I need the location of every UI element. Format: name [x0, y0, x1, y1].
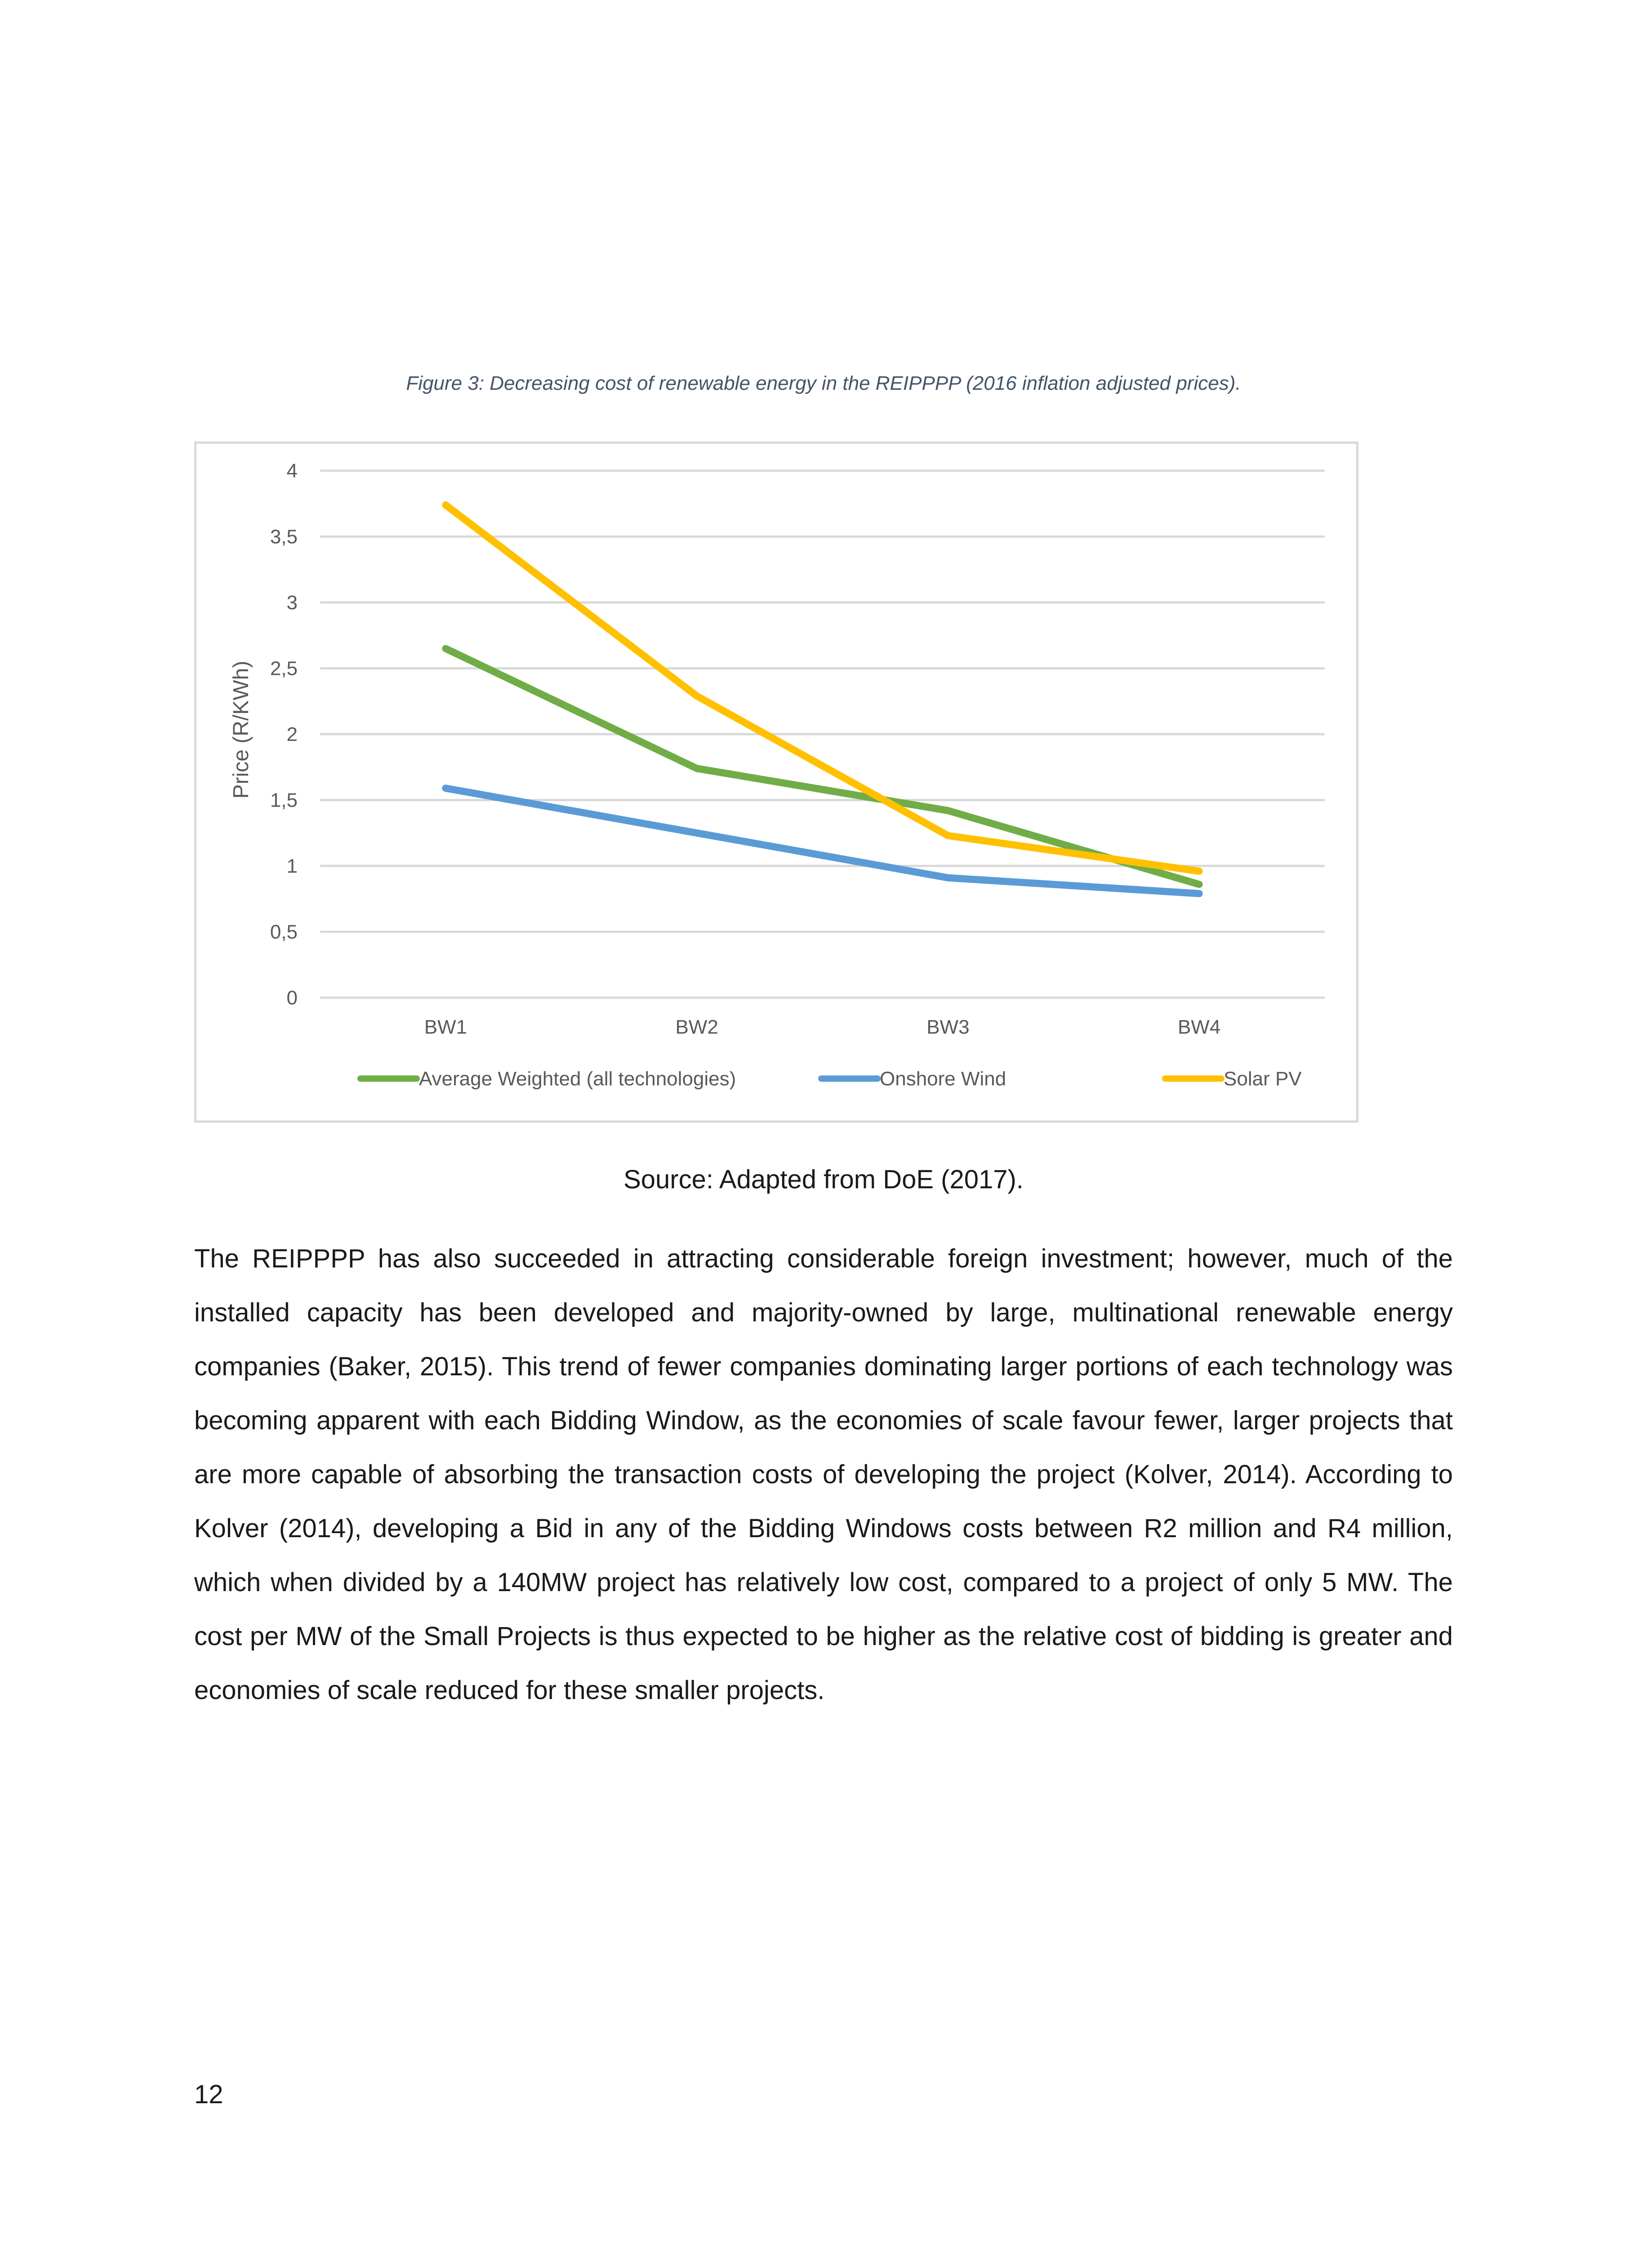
y-tick-label: 2,5 [270, 657, 298, 680]
y-tick-label: 2 [286, 723, 298, 745]
page-number: 12 [194, 2080, 223, 2109]
gridlines [320, 471, 1325, 998]
y-tick-label: 0,5 [270, 921, 298, 943]
legend-label: Solar PV [1224, 1068, 1302, 1090]
chart-svg [196, 444, 1356, 1120]
y-tick-label: 4 [286, 460, 298, 482]
series-lines [445, 505, 1199, 893]
y-axis-ticks [270, 460, 298, 1009]
figure-caption: Figure 3: Decreasing cost of renewable energy in the REIPPPP (2016 inflation adjusted prices). [406, 372, 1241, 394]
y-tick-label: 1 [286, 855, 298, 877]
y-tick-label: 0 [286, 987, 298, 1009]
y-tick-label: 1,5 [270, 789, 298, 812]
y-tick-label: 3 [286, 592, 298, 614]
body-paragraph: The REIPPPP has also succeeded in attracting considerable foreign investment; however, much of the installed capacity has been developed and majority-owned by large, multinational renewable energy companies (Baker, 2015). This trend of fewer companies dominating larger portions of each technology was becoming apparent with each Bidding Window, as the economies of scale favour fewer, larger projects that are more capable of absorbing the transaction costs of developing the project (Kolver, 2014). According to Kolver (2014), developing a Bid in any of the Bidding Windows costs between R2 million and R4 million, which when divided by a 140MW project has relatively low cost, compared to a project of only 5 MW. The cost per MW of the Small Projects is thus expected to be higher as the relative cost of bidding is greater and economies of scale reduced for these smaller projects. [194, 1244, 1453, 1705]
x-tick-label: BW4 [1177, 1016, 1221, 1038]
line-chart [194, 442, 1358, 1123]
series-line [445, 788, 1199, 893]
legend [361, 1068, 1302, 1090]
y-tick-label: 3,5 [270, 526, 298, 548]
legend-label: Onshore Wind [880, 1068, 1006, 1090]
series-line [445, 505, 1199, 871]
source-note: Source: Adapted from DoE (2017). [623, 1165, 1024, 1194]
x-tick-label: BW2 [675, 1016, 718, 1038]
x-axis-ticks [424, 1016, 1221, 1038]
legend-label: Average Weighted (all technologies) [419, 1068, 736, 1090]
x-tick-label: BW1 [424, 1016, 468, 1038]
y-axis-title: Price (R/KWh) [229, 660, 253, 799]
x-tick-label: BW3 [926, 1016, 970, 1038]
